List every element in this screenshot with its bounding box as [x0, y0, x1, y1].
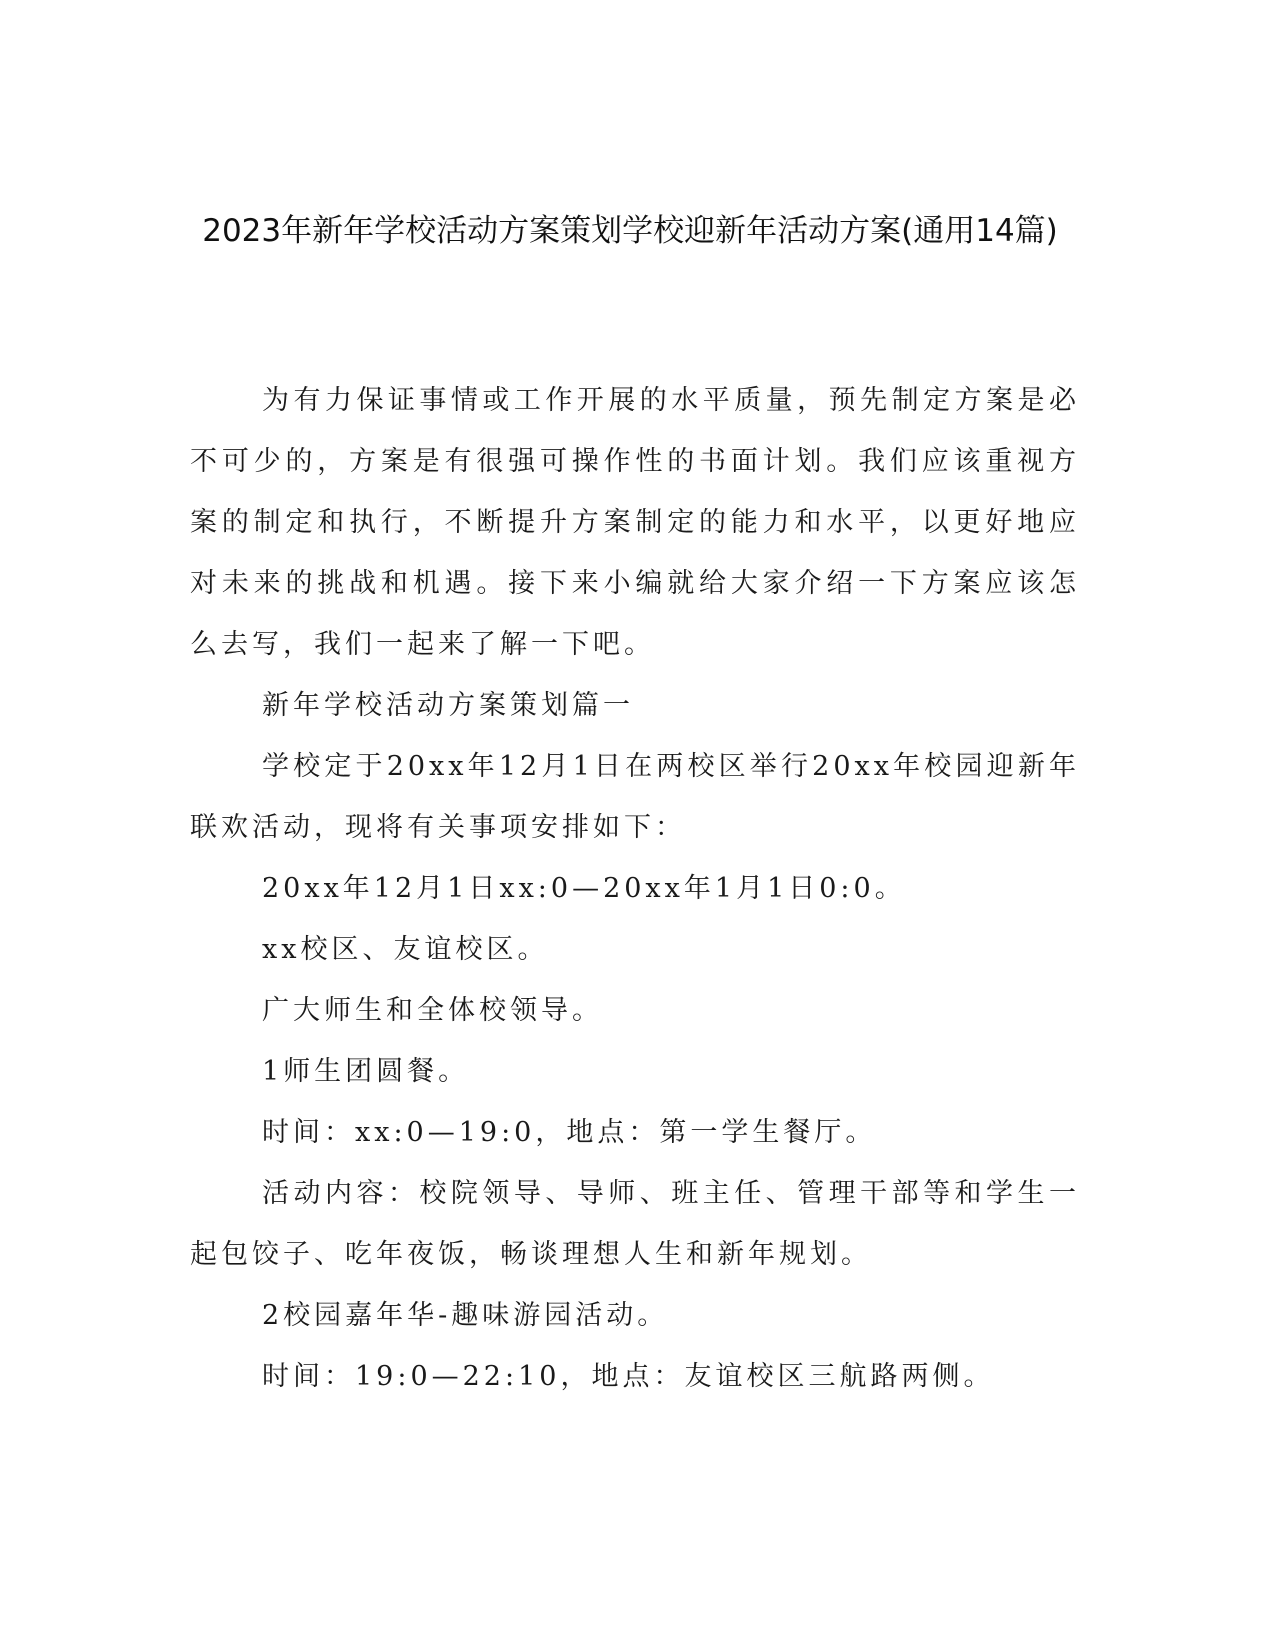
paragraph: 活动内容：校院领导、导师、班主任、管理干部等和学生一起包饺子、吃年夜饭，畅谈理想人生和新年规划。	[190, 1178, 1080, 1270]
paragraph: 时间：xx:0—19:0，地点：第一学生餐厅。	[262, 1117, 877, 1148]
paragraph: 时间：19:0—22:10，地点：友谊校区三航路两侧。	[262, 1361, 995, 1392]
section-heading: 新年学校活动方案策划篇一	[262, 690, 634, 721]
paragraph: 20xx年12月1日xx:0—20xx年1月1日0:0。	[262, 873, 906, 904]
paragraph: 学校定于20xx年12月1日在两校区举行20xx年校园迎新年联欢活动，现将有关事项安排如下：	[190, 751, 1080, 843]
paragraph: 广大师生和全体校领导。	[262, 995, 603, 1026]
paragraph: 2校园嘉年华-趣味游园活动。	[262, 1300, 669, 1331]
document-body	[190, 370, 1080, 1407]
paragraph: 1师生团圆餐。	[262, 1056, 470, 1087]
intro-paragraph: 为有力保证事情或工作开展的水平质量，预先制定方案是必不可少的，方案是有很强可操作性的书面计划。我们应该重视方案的制定和执行，不断提升方案制定的能力和水平，以更好地应对未来的挑战和机遇。接下来小编就给大家介绍一下方案应该怎么去写，我们一起来了解一下吧。	[190, 385, 1080, 660]
document-title: 2023年新年学校活动方案策划学校迎新年活动方案(通用14篇)	[202, 213, 1058, 249]
paragraph: xx校区、友谊校区。	[262, 934, 549, 965]
